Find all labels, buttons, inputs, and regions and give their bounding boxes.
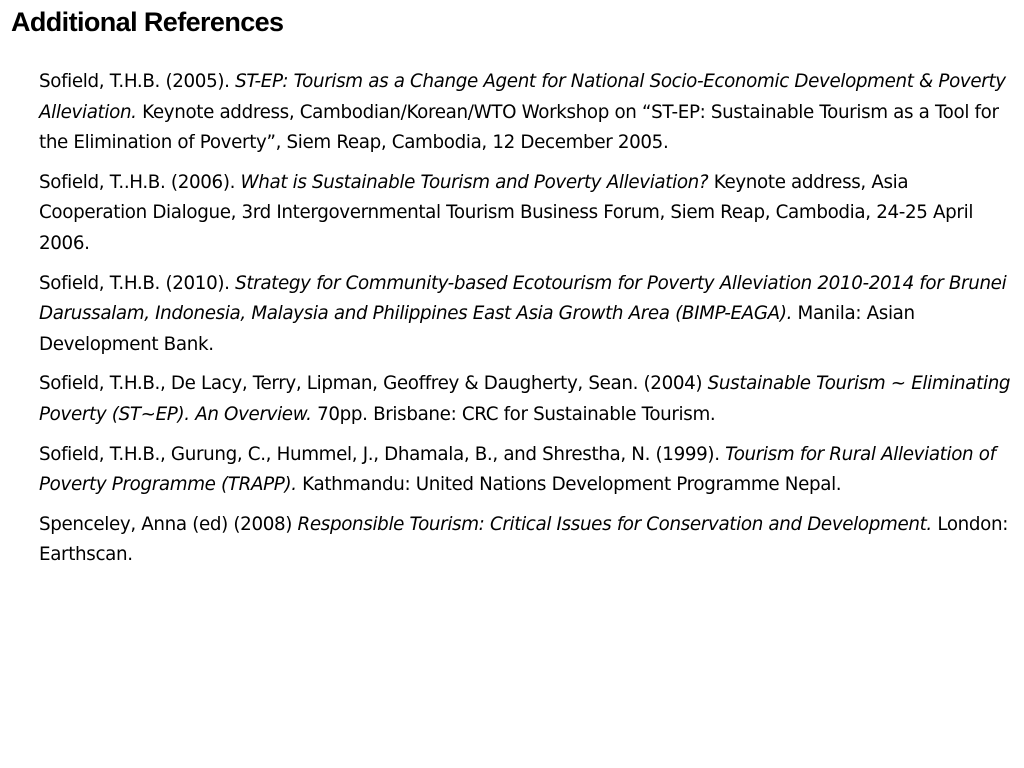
reference-details: 70pp. Brisbane: CRC for Sustainable Tourism. <box>311 403 716 425</box>
reference-item <box>39 369 1019 430</box>
reference-details: Kathmandu: United Nations Development Programme Nepal. <box>296 474 842 496</box>
reference-authors-year: Sofield, T.H.B., Gurung, C., Hummel, J., Dhamala, B., and Shrestha, N. (1999). <box>39 443 726 465</box>
page-title: Additional References <box>11 7 284 37</box>
reference-title: What is Sustainable Tourism and Poverty Alleviation? <box>240 171 709 193</box>
reference-details: London: Earthscan. <box>39 513 1009 566</box>
reference-item <box>39 67 1019 159</box>
reference-details: Keynote address, Asia Cooperation Dialogue, 3rd Intergovernmental Tourism Business Forum, Siem Reap, Cambodia, 24-25 April 2006. <box>39 171 974 254</box>
reference-item <box>39 269 1019 361</box>
reference-title: Sustainable Tourism ~ Eliminating Poverty (ST~EP). An Overview. <box>39 373 1011 425</box>
reference-authors-year: Sofield, T.H.B., De Lacy, Terry, Lipman, Geoffrey & Daugherty, Sean. (2004) <box>39 373 708 395</box>
reference-details: Keynote address, Cambodian/Korean/WTO Workshop on “ST-EP: Sustainable Tourism as a Tool for the Elimination of Poverty”, Siem Reap, Cambodia, 12 December 2005. <box>39 101 999 154</box>
reference-item <box>39 440 1019 501</box>
reference-list <box>39 67 1019 580</box>
reference-item <box>39 168 1019 260</box>
reference-title: Strategy for Community-based Ecotourism for Poverty Alleviation 2010-2014 for Brunei Darussalam, Indonesia, Malaysia and Philippines East Asia Growth Area (BIMP-EAGA). <box>39 272 1007 325</box>
reference-title: Tourism for Rural Alleviation of Poverty Programme (TRAPP). <box>39 443 996 496</box>
reference-title: ST-EP: Tourism as a Change Agent for National Socio-Economic Development & Poverty Alleviation. <box>39 71 1006 123</box>
reference-item <box>39 510 1019 571</box>
reference-authors-year: Sofield, T..H.B. (2006). <box>39 171 241 193</box>
reference-authors-year: Spenceley, Anna (ed) (2008) <box>39 513 298 535</box>
reference-authors-year: Sofield, T.H.B. (2010). <box>39 272 236 294</box>
reference-title: Responsible Tourism: Critical Issues for Conservation and Development. <box>297 513 932 535</box>
reference-details: Manila: Asian Development Bank. <box>39 303 915 355</box>
reference-authors-year: Sofield, T.H.B. (2005). <box>39 71 236 92</box>
